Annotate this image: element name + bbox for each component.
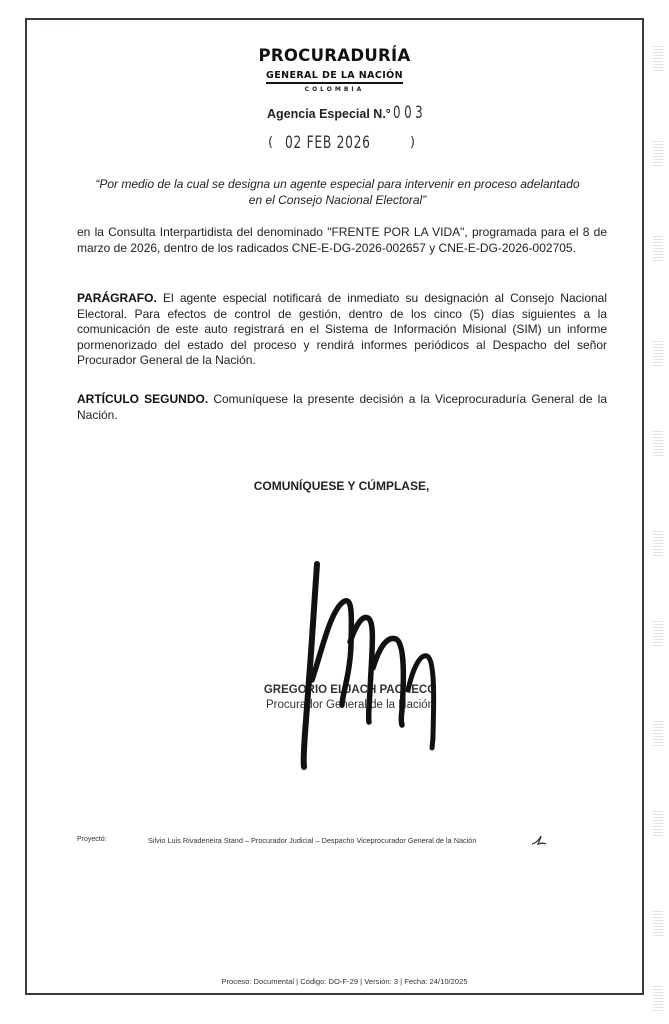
logo-line-3: COLOMBIA [304,86,365,93]
scan-mark [653,985,663,1011]
articulo-segundo-section [77,392,607,423]
signer-name: GREGORIO ELJACH PACHECO [263,684,437,696]
logo-line-2: GENERAL DE LA NACIÓN [266,70,403,84]
page-border [25,18,644,995]
agency-label: Agencia Especial N.° [267,107,391,121]
scan-mark [653,530,663,556]
body-paragraph-1: en la Consulta Interpartidista del denominado "FRENTE POR LA VIDA", programada para el 8 de marzo de 2026, dentro de los radicados CNE-E-DG-2026-002657 y CNE-E-DG-2026-002705. [77,225,607,255]
scan-mark [653,620,663,646]
agency-number-stamp: 003 [392,103,427,123]
prepared-by-value: Silvio Luis Rivadeneira Stand – Procurador Judicial – Despacho Viceprocurador General de la Nación [148,836,477,845]
prepared-by-label: Proyectó: [77,836,107,843]
scan-mark [653,340,663,366]
scan-mark [653,140,663,166]
articulo-segundo-heading: ARTÍCULO SEGUNDO. [77,392,209,406]
institution-logo [0,47,669,93]
scan-mark [653,720,663,746]
signer-role: Procurador General de la Nación [265,699,435,711]
scan-edge-strip [649,0,669,1024]
handwritten-signature [230,550,470,790]
date-stamp: 02 FEB 2026 [285,133,371,153]
scan-mark [653,235,663,261]
logo-line-1: PROCURADURÍA [258,46,411,65]
document-title: “Por medio de la cual se designa un agente especial para intervenir en proceso adelantado en el Consejo Nacional Electoral” [95,177,580,207]
scan-mark [653,910,663,936]
initials-mark-icon [531,834,547,846]
articulo-segundo-text: Comuníquese la presente decisión a la Viceprocuraduría General de la Nación. [77,392,607,422]
date-close-paren: ) [410,135,416,150]
scan-artifact: · · · · · [44,24,79,30]
date-open-paren: ( [268,135,274,150]
scan-mark [653,810,663,836]
scan-mark [653,430,663,456]
document-footer: Proceso: Documental | Código: DO-F-29 | Versión: 3 | Fecha: 24/10/2025 [221,977,468,986]
paragrafo-text: El agente especial notificará de inmediato su designación al Consejo Nacional Electoral. Para efectos de control de gestión, dentro de los cinco (5) días siguientes a la comunicación de este auto registrará en el Sistema de Información Misional (SIM) un informe pormenorizado del estado del proceso y rendirá informes periódicos al Despacho del señor Procurador General de la Nación. [77,291,607,368]
agency-heading [267,103,440,123]
closing-formula: COMUNÍQUESE Y CÚMPLASE, [253,479,430,493]
paragrafo-section [77,291,607,369]
paragrafo-heading: PARÁGRAFO. [77,291,157,305]
